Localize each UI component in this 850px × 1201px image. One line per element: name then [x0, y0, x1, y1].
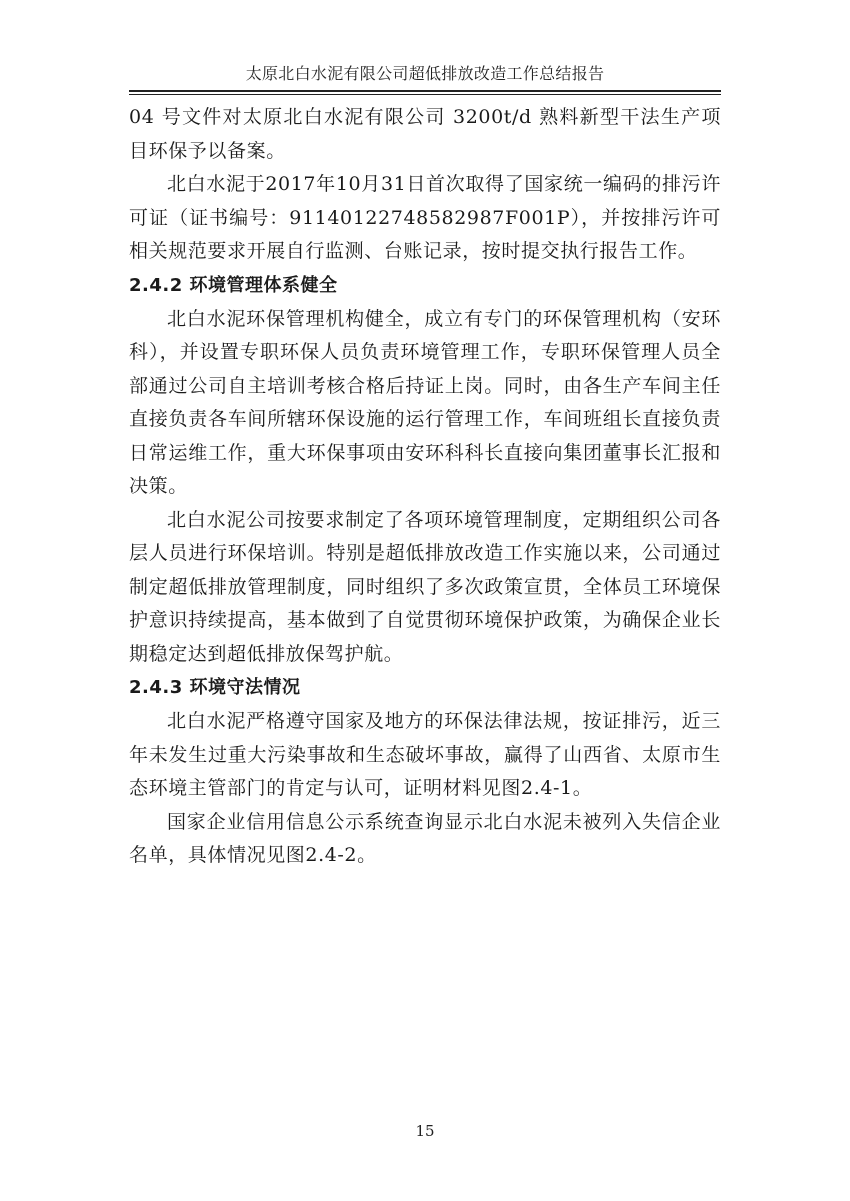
document-body: [129, 101, 721, 873]
paragraph-management-system: 北白水泥公司按要求制定了各项环境管理制度，定期组织公司各层人员进行环保培训。特别是超低排放改造工作实施以来，公司通过制定超低排放管理制度，同时组织了多次政策宣贯，全体员工环境保护意识持续提高，基本做到了自觉贯彻环境保护政策，为确保企业长期稳定达到超低排放保驾护航。: [129, 508, 721, 665]
section-heading-2-4-2: 2.4.2 环境管理体系健全: [129, 274, 338, 296]
header-divider-thin: [129, 94, 721, 95]
header-divider-thick: [129, 90, 721, 92]
section-heading-2-4-3: 2.4.3 环境守法情况: [129, 677, 301, 698]
paragraph-compliance: 北白水泥严格遵守国家及地方的环保法律法规，按证排污，近三年未发生过重大污染事故和生态破坏事故，赢得了山西省、太原市生态环境主管部门的肯定与认可，证明材料见图2.4-1。: [129, 710, 721, 799]
paragraph-management-structure: 北白水泥环保管理机构健全，成立有专门的环保管理机构（安环科），并设置专职环保人员负责环境管理工作，专职环保管理人员全部通过公司自主培训考核合格后持证上岗。同时，由各生产车间主任直接负责各车间所辖环保设施的运行管理工作，车间班组长直接负责日常运维工作，重大环保事项由安环科科长直接向集团董事长汇报和决策。: [129, 307, 721, 497]
page-header-title: 太原北白水泥有限公司超低排放改造工作总结报告: [245, 64, 605, 83]
paragraph-credit-record: 国家企业信用信息公示系统查询显示北白水泥未被列入失信企业名单，具体情况见图2.4-2。: [129, 810, 721, 866]
paragraph-continued: 04 号文件对太原北白水泥有限公司 3200t/d 熟料新型干法生产项目环保予以备案。: [129, 106, 721, 162]
paragraph-permit: 北白水泥于2017年10月31日首次取得了国家统一编码的排污许可证（证书编号：91140122748582987F001P），并按排污许可相关规范要求开展自行监测、台账记录，按时提交执行报告工作。: [129, 173, 721, 262]
page-number: 15: [415, 1122, 435, 1140]
